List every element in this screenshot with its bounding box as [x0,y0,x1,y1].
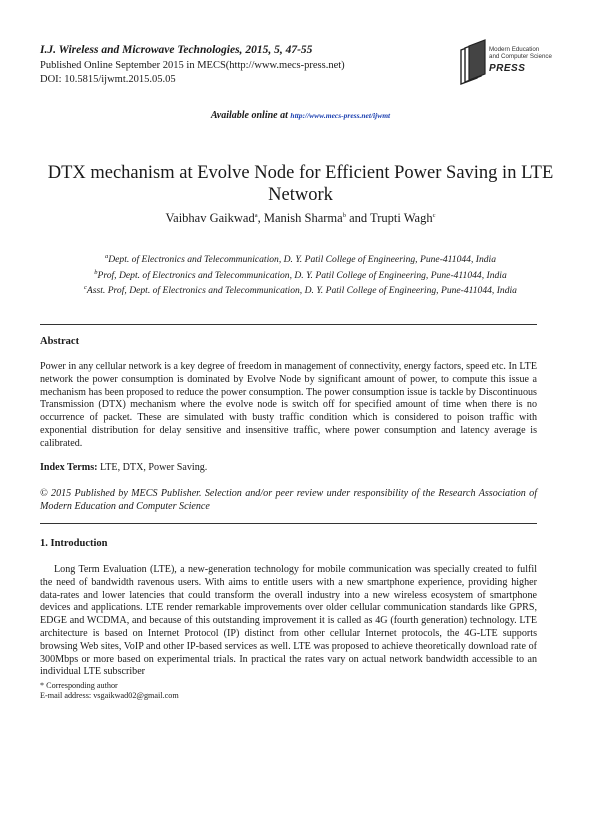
footnote-corresponding: * Corresponding author [40,681,118,690]
journal-name: I.J. Wireless and Microwave Technologies, [40,44,243,56]
copyright-notice: © 2015 Published by MECS Publisher. Selection and/or peer review under responsibility of the Research Association of Modern Education and Computer Science [40,488,537,512]
author-sep: and [345,211,371,225]
journal-header [40,44,312,56]
available-label: Available online at [210,110,291,121]
affiliation-text: Asst. Prof, Dept. of Electronics and Telecommunication, D. Y. Patil College of Engineering, Pune-411044, India [86,285,517,297]
footnote-email: E-mail address: vsgaikwad02@gmail.com [40,691,179,700]
abstract-heading: Abstract [40,336,80,347]
author-sup: a [254,211,258,219]
publisher-logo [455,38,555,88]
affiliation-sup: c [84,284,87,292]
journal-issue: 2015, 5, 47-55 [242,44,313,56]
author-sup: c [432,211,436,219]
paper-title: DTX mechanism at Evolve Node for Efficient Power Saving in LTE Network [47,163,554,205]
index-terms-label: Index Terms: [40,462,98,473]
introduction-text: Long Term Evaluation (LTE), a new-generation technology for mobile communication was specially created to fulfil the need of bandwidth ravenous users. With aims to entitle users with a new smartphone experience, providing higher data-rates and lower latencies that could transform the overall industry into a new wireless ecosystem of smartphone devices and applications. LTE render remarkable improvements over older cellular communication standards like GPRS, EDGE and WCDMA, and because of this outstanding improvement it is called as 4G (fourth generation) technology. LTE architecture is based on Internet Protocol (IP) distinct from other cellular Internet protocols, the 4G-LTE supports browsing Web sites, VoIP and other IP-based services as well. LTE was proposed to achieve theoretically download rate of 300Mbps or more based on experimental trials. In practical the rates vary on actual network bandwidth accessible to an individual LTE subscriber [40,564,537,678]
affiliation-item [40,251,561,267]
author-sup: b [342,211,346,219]
introduction-heading: 1. Introduction [40,538,108,549]
affiliation-item [40,282,561,298]
index-terms [40,462,537,475]
divider [40,523,537,524]
author-name: Vaibhav Gaikwad [165,211,255,225]
index-terms-text: LTE, DTX, Power Saving. [97,462,208,473]
affiliation-sup: a [104,253,109,260]
affiliation-text: Prof, Dept. of Electronics and Telecommunication, D. Y. Patil College of Engineering, Pune-411044, India [97,269,507,281]
divider [40,324,537,325]
affiliation-text: Dept. of Electronics and Telecommunication, D. Y. Patil College of Engineering, Pune-411044, India [108,254,497,266]
footnote [40,681,179,701]
available-online [0,110,601,121]
affiliations [40,251,561,298]
journal-url-link[interactable]: http://www.mecs-press.net/ijwmt [290,111,391,120]
author-name: Trupti Wagh [370,211,433,225]
logo-press: PRESS [489,63,526,74]
published-line: Published Online September 2015 in MECS(http://www.mecs-press.net) [40,60,345,71]
author-sep: , [257,211,264,225]
abstract-text: Power in any cellular network is a key degree of freedom in management of connectivity, energy factors, speed etc. In LTE network the power consumption is dominated by Evolve Node by significant amount of power, to compute this issue a mechanism has been proposed to reduce the power consumption. The power consumption issue is tackle by Discontinuous Transmission (DTX) mechanism where the evolve node is switch off for specified amount of time when there is no occurrence of packet. These are simulated with busty traffic condition which is considered to poison traffic with exponential distribution for delay sensitive and insensitive traffic, where power consumption and latency average is calibrated. [40,361,537,449]
logo-line1: Modern Education [489,46,540,53]
affiliation-item [40,267,561,283]
author-name: Manish Sharma [263,211,343,225]
logo-text [489,46,552,60]
author-list [40,211,561,226]
doi-line: DOI: 10.5815/ijwmt.2015.05.05 [40,74,176,85]
affiliation-sup: b [94,268,98,276]
logo-line2: and Computer Science [489,53,552,60]
